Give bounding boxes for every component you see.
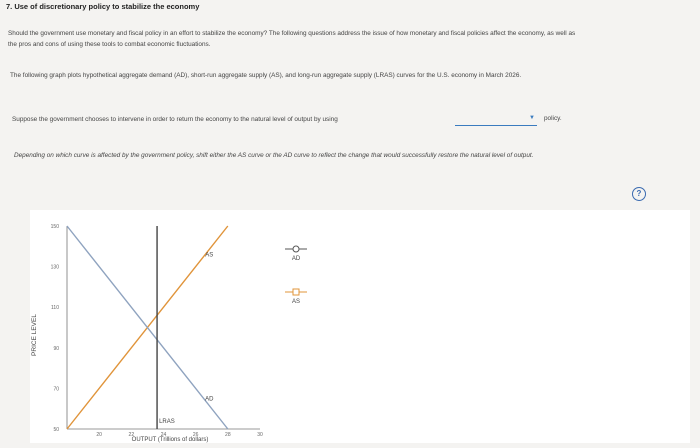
y-tick-label: 110 xyxy=(51,305,59,312)
as-curve-label: AS xyxy=(205,252,214,259)
y-tick-label: 70 xyxy=(53,386,59,393)
question-title: 7. Use of discretionary policy to stabilize the economy xyxy=(6,2,200,11)
y-tick-label: 50 xyxy=(53,427,59,433)
graph-panel xyxy=(30,210,690,443)
policy-dropdown[interactable] xyxy=(455,115,537,126)
legend-as-label: AS xyxy=(291,299,300,305)
x-tick-label: 26 xyxy=(192,432,199,438)
chart[interactable] xyxy=(30,210,690,443)
y-axis-label: PRICE LEVEL xyxy=(31,314,38,356)
intro-text: Should the government use monetary and fiscal policy in an effort to stabilize the economy? The following questions address the issue of how monetary and fiscal policies affect the economy, as well as the pros and cons of using these tools to combat economic fluctuations. xyxy=(8,30,576,48)
graph-description: The following graph plots hypothetical aggregate demand (AD), short-run aggregate supply (AS), and long-run aggregate supply (LRAS) curves for the U.S. economy in March 2026. xyxy=(10,72,522,79)
legend-ad-label: AD xyxy=(291,256,301,262)
x-tick-label: 24 xyxy=(160,432,167,438)
chevron-down-icon: ▼ xyxy=(529,115,535,121)
square-marker-icon xyxy=(285,287,307,297)
instruction-text: Depending on which curve is affected by the government policy, shift either the AS curve or the AD curve to reflect the change that would successfully restore the natural level of output. xyxy=(14,152,534,159)
y-tick-label: 90 xyxy=(53,345,59,352)
prompt-suffix: policy. xyxy=(544,115,562,122)
x-tick-label: 28 xyxy=(225,432,231,438)
x-tick-label: 22 xyxy=(128,432,135,438)
circle-marker-icon xyxy=(285,244,307,254)
x-tick-label: 30 xyxy=(257,432,263,438)
ad-curve-label: AD xyxy=(205,396,214,403)
legend-as-tool[interactable] xyxy=(285,287,307,305)
y-tick-label: 150 xyxy=(50,224,59,230)
lras-curve-label: LRAS xyxy=(159,419,175,425)
legend-ad-tool[interactable] xyxy=(285,244,307,262)
x-axis-label: OUTPUT (Trillions of dollars) xyxy=(131,437,209,443)
help-icon[interactable]: ? xyxy=(632,187,646,201)
prompt-text: Suppose the government chooses to intervene in order to return the economy to the natural level of output by using xyxy=(12,116,338,123)
y-tick-label: 130 xyxy=(50,264,59,271)
x-tick-label: 20 xyxy=(96,432,102,438)
